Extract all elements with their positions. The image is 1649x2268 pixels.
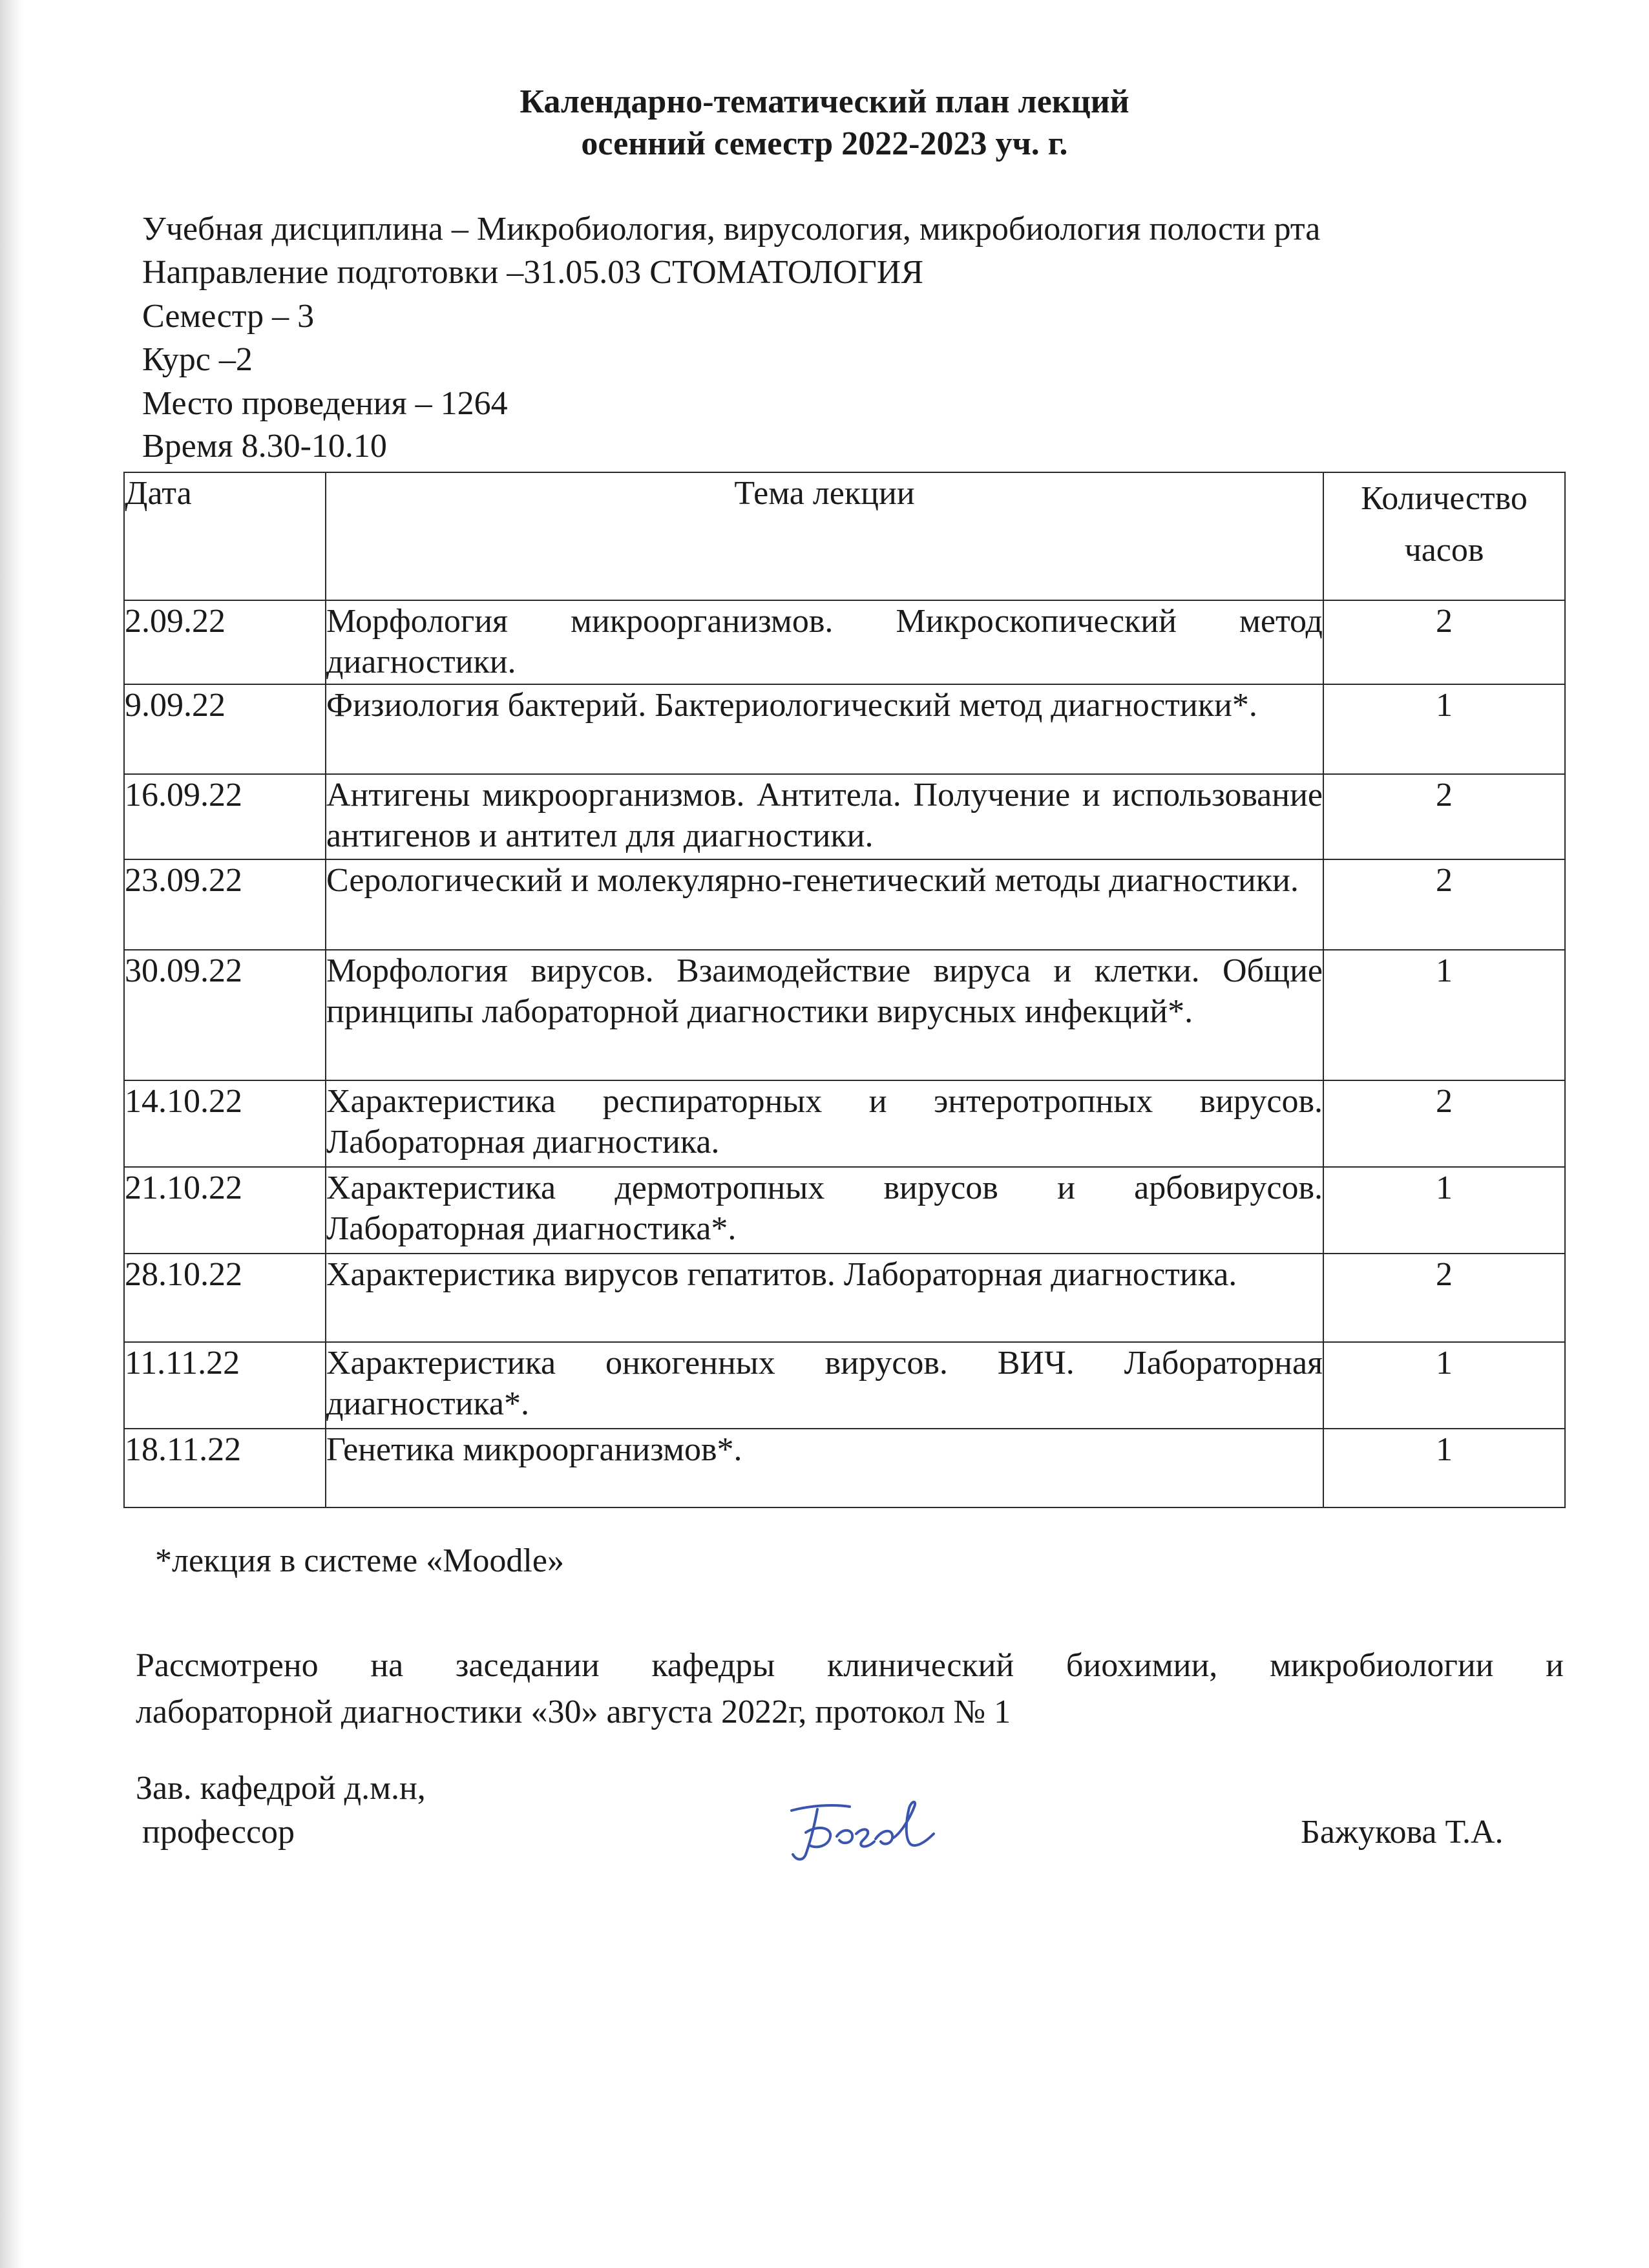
- table-row: [124, 774, 1565, 859]
- row-hours: 1: [1323, 1342, 1565, 1429]
- head-name: Бажукова Т.А.: [1301, 1814, 1504, 1851]
- row-date: 11.11.22: [124, 1342, 326, 1429]
- table-row: [124, 1429, 1565, 1507]
- row-topic: Морфология вирусов. Взаимодействие вируса и клетки. Общие принципы лабораторной диагностики вирусных инфекций*.: [326, 950, 1323, 1080]
- row-date: 23.09.22: [124, 859, 326, 950]
- row-topic: Характеристика вирусов гепатитов. Лабораторная диагностика.: [326, 1254, 1323, 1342]
- direction-line: Направление подготовки –31.05.03 СТОМАТОЛОГИЯ: [142, 254, 923, 291]
- table-row: [124, 1167, 1565, 1254]
- row-topic: Морфология микроорганизмов. Микроскопический метод диагностики.: [326, 600, 1323, 684]
- row-topic: Серологический и молекулярно-генетический методы диагностики.: [326, 859, 1323, 950]
- discipline-line: Учебная дисциплина – Микробиология, вирусология, микробиология полости рта: [142, 211, 1321, 247]
- table-row: [124, 950, 1565, 1080]
- row-hours: 2: [1323, 859, 1565, 950]
- row-hours: 2: [1323, 1080, 1565, 1167]
- course-line: Курс –2: [142, 341, 253, 378]
- table-row: [124, 600, 1565, 684]
- time-line: Время 8.30-10.10: [142, 428, 387, 465]
- row-date: 9.09.22: [124, 684, 326, 774]
- row-topic: Характеристика дермотропных вирусов и арбовирусов. Лабораторная диагностика*.: [326, 1167, 1323, 1254]
- row-hours: 2: [1323, 1254, 1565, 1342]
- document-title: Календарно-тематический план лекций: [520, 83, 1129, 120]
- row-topic: Антигены микроорганизмов. Антитела. Получение и использование антигенов и антител для диагностики.: [326, 774, 1323, 859]
- semester-line: Семестр – 3: [142, 298, 315, 335]
- column-header-hours-line1: Количество: [1361, 480, 1528, 517]
- lecture-plan-table: [123, 472, 1566, 1508]
- row-hours: 1: [1323, 950, 1565, 1080]
- row-date: 16.09.22: [124, 774, 326, 859]
- row-hours: 1: [1323, 684, 1565, 774]
- table-header-row: [124, 472, 1565, 600]
- row-date: 28.10.22: [124, 1254, 326, 1342]
- table-row: [124, 1342, 1565, 1429]
- approval-line-2: лабораторной диагностики «30» августа 2022г, протокол № 1: [136, 1694, 1011, 1730]
- row-hours: 2: [1323, 774, 1565, 859]
- row-date: 14.10.22: [124, 1080, 326, 1167]
- moodle-footnote: *лекция в системе «Moodle»: [155, 1542, 564, 1579]
- table-row: [124, 1080, 1565, 1167]
- row-date: 18.11.22: [124, 1429, 326, 1507]
- approval-line-1: Рассмотрено на заседании кафедры клинический биохимии, микробиологии и: [136, 1647, 1564, 1684]
- row-date: 21.10.22: [124, 1167, 326, 1254]
- row-topic: Характеристика респираторных и энтеротропных вирусов. Лабораторная диагностика.: [326, 1080, 1323, 1167]
- column-header-topic: Тема лекции: [326, 472, 1323, 600]
- place-line: Место проведения – 1264: [142, 385, 508, 422]
- document-subtitle: осенний семестр 2022-2023 уч. г.: [581, 125, 1068, 162]
- handwritten-signature: [772, 1791, 966, 1869]
- row-hours: 1: [1323, 1167, 1565, 1254]
- scan-edge-shadow: [0, 0, 25, 2268]
- row-date: 30.09.22: [124, 950, 326, 1080]
- row-hours: 2: [1323, 600, 1565, 684]
- column-header-hours-line2: часов: [1404, 532, 1484, 569]
- approval-paragraph: [136, 1643, 1564, 1736]
- row-date: 2.09.22: [124, 600, 326, 684]
- row-topic: Физиология бактерий. Бактериологический метод диагностики*.: [326, 684, 1323, 774]
- table-row: [124, 1254, 1565, 1342]
- table-row: [124, 859, 1565, 950]
- row-topic: Характеристика онкогенных вирусов. ВИЧ. Лабораторная диагностика*.: [326, 1342, 1323, 1429]
- table-row: [124, 684, 1565, 774]
- column-header-hours: [1323, 472, 1565, 600]
- row-topic: Генетика микроорганизмов*.: [326, 1429, 1323, 1507]
- column-header-date: Дата: [124, 472, 326, 600]
- row-hours: 1: [1323, 1429, 1565, 1507]
- head-position-line-2: профессор: [142, 1814, 295, 1851]
- head-position-line-1: Зав. кафедрой д.м.н,: [136, 1770, 426, 1807]
